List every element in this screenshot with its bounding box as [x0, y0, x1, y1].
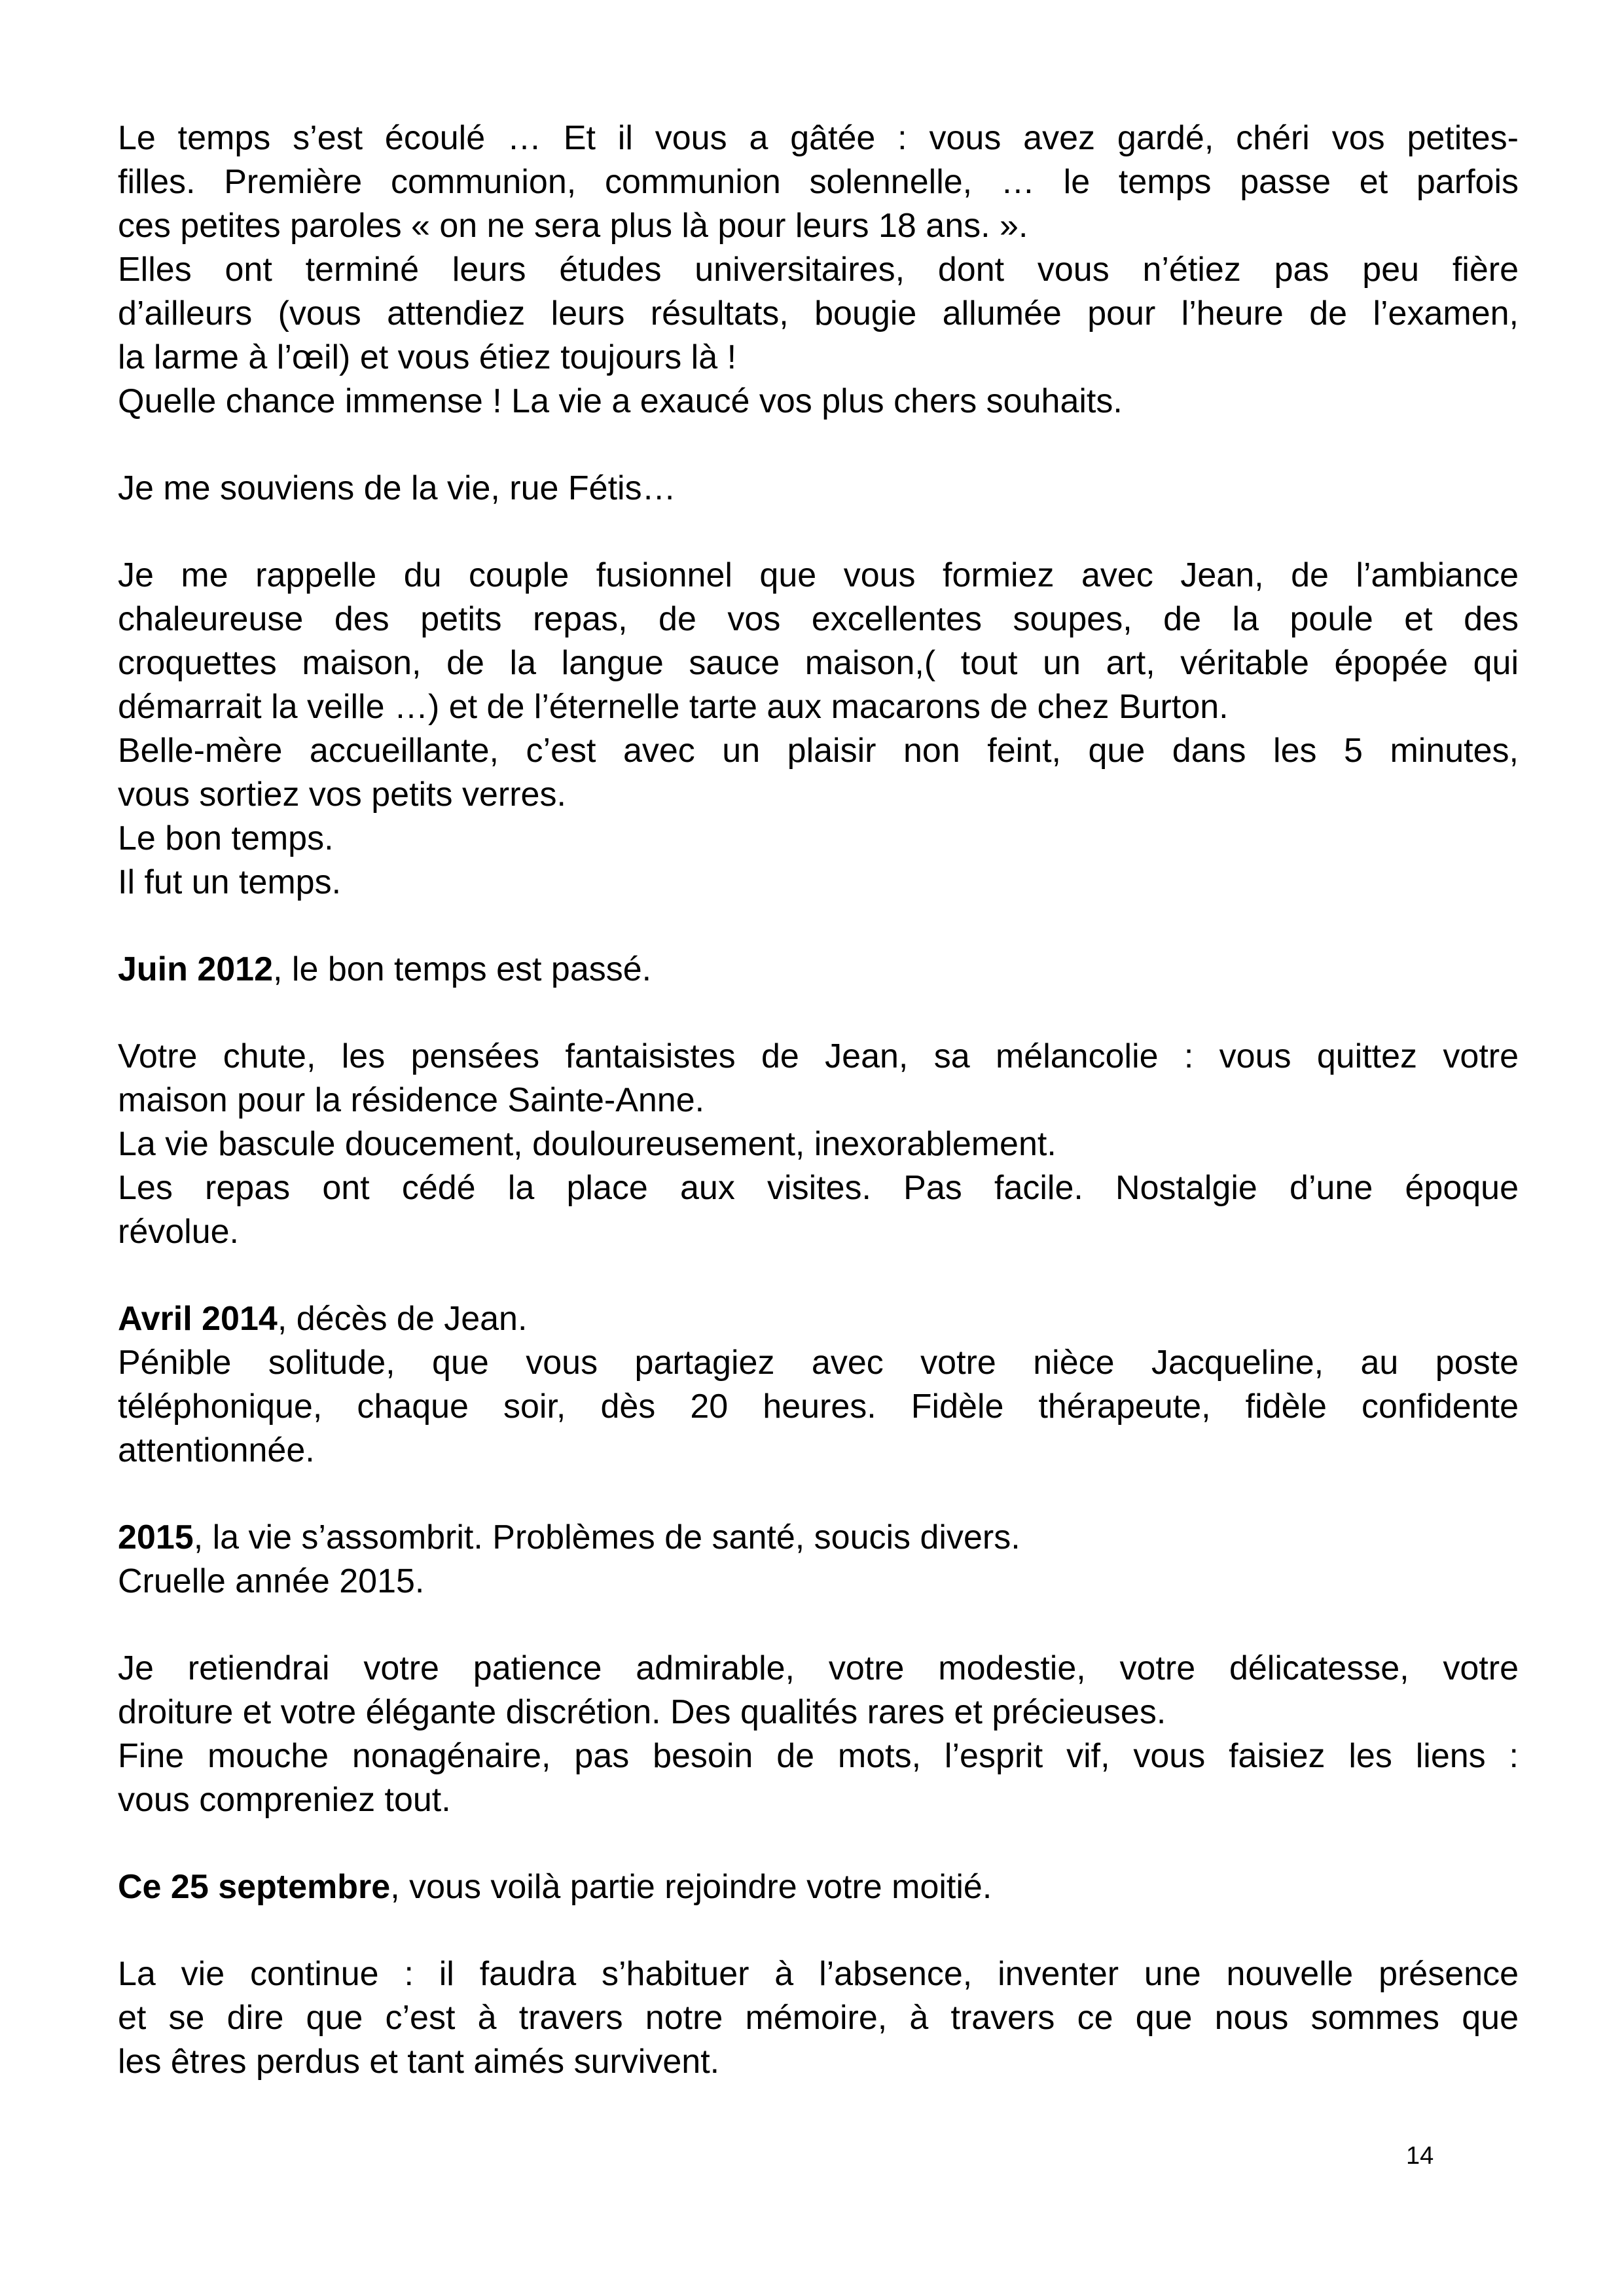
document-body [118, 117, 1519, 2127]
text-line [118, 1122, 1519, 1166]
paragraph [118, 1952, 1519, 2084]
text-line [118, 336, 1519, 380]
text-line [118, 467, 1519, 511]
text-content: attentionnée. [118, 1431, 315, 1469]
text-content: croquettes maison, de la langue sauce maison,( tout un art, véritable épopée qui [118, 644, 1519, 682]
page-number: 14 [1406, 2142, 1434, 2170]
text-line [118, 861, 1519, 905]
text-line [118, 1691, 1519, 1734]
date-heading: Juin 2012 [118, 950, 274, 988]
paragraph [118, 1035, 1519, 1254]
text-content: Je me souviens de la vie, rue Fétis… [118, 469, 676, 507]
text-line [118, 204, 1519, 248]
text-content: maison pour la résidence Sainte-Anne. [118, 1081, 705, 1119]
text-line [118, 1516, 1519, 1560]
date-heading: Avril 2014 [118, 1300, 278, 1338]
text-line [118, 1560, 1519, 1604]
text-content: La vie continue : il faudra s’habituer à l’absence, inventer une nouvelle présence [118, 1955, 1519, 1993]
date-heading: 2015 [118, 1518, 194, 1556]
text-content: Belle-mère accueillante, c’est avec un plaisir non feint, que dans les 5 minutes, [118, 732, 1519, 770]
text-content: Il fut un temps. [118, 863, 342, 901]
text-line [118, 292, 1519, 336]
text-line [118, 1297, 1519, 1341]
text-content: la larme à l’œil) et vous étiez toujours là ! [118, 338, 737, 376]
text-line [118, 380, 1519, 423]
text-content: Elles ont terminé leurs études universitaires, dont vous n’étiez pas peu fière [118, 251, 1519, 289]
text-line [118, 1647, 1519, 1691]
text-content: Je retiendrai votre patience admirable, votre modestie, votre délicatesse, votre [118, 1649, 1519, 1687]
text-line [118, 641, 1519, 685]
text-line [118, 1865, 1519, 1909]
text-content: filles. Première communion, communion solennelle, … le temps passe et parfois [118, 163, 1519, 201]
text-line [118, 1385, 1519, 1429]
text-content: chaleureuse des petits repas, de vos excellentes soupes, de la poule et des [118, 600, 1519, 638]
text-content: , la vie s’assombrit. Problèmes de santé, soucis divers. [193, 1518, 1020, 1556]
text-content: Quelle chance immense ! La vie a exaucé vos plus chers souhaits. [118, 382, 1123, 420]
date-heading: Ce 25 septembre [118, 1868, 391, 1906]
paragraph [118, 1297, 1519, 1473]
paragraph [118, 1647, 1519, 1822]
text-line [118, 948, 1519, 992]
text-line [118, 1035, 1519, 1079]
text-content: Pénible solitude, que vous partagiez avec votre nièce Jacqueline, au poste [118, 1344, 1519, 1382]
text-content: La vie bascule doucement, douloureusement, inexorablement. [118, 1125, 1056, 1163]
text-content: les êtres perdus et tant aimés survivent. [118, 2043, 720, 2081]
paragraph [118, 117, 1519, 423]
paragraph [118, 948, 1519, 992]
text-line [118, 1429, 1519, 1473]
paragraph [118, 554, 1519, 905]
paragraph [118, 467, 1519, 511]
text-content: droiture et votre élégante discrétion. Des qualités rares et précieuses. [118, 1693, 1166, 1731]
paragraph [118, 1516, 1519, 1604]
text-content: et se dire que c’est à travers notre mémoire, à travers ce que nous sommes que [118, 1999, 1519, 2037]
text-line [118, 248, 1519, 292]
text-content: révolue. [118, 1213, 239, 1251]
text-line [118, 1079, 1519, 1122]
text-content: ces petites paroles « on ne sera plus là pour leurs 18 ans. ». [118, 207, 1028, 245]
text-line [118, 160, 1519, 204]
text-content: d’ailleurs (vous attendiez leurs résultats, bougie allumée pour l’heure de l’examen, [118, 295, 1519, 332]
text-line [118, 1996, 1519, 2040]
text-line [118, 1210, 1519, 1254]
text-line [118, 1166, 1519, 1210]
text-content: Votre chute, les pensées fantaisistes de Jean, sa mélancolie : vous quittez votre [118, 1037, 1519, 1075]
text-content: Cruelle année 2015. [118, 1562, 425, 1600]
text-content: , décès de Jean. [277, 1300, 528, 1338]
text-line [118, 729, 1519, 773]
text-line [118, 817, 1519, 861]
text-content: Fine mouche nonagénaire, pas besoin de mots, l’esprit vif, vous faisiez les liens : [118, 1737, 1519, 1775]
text-line [118, 117, 1519, 160]
text-line [118, 773, 1519, 817]
text-content: Les repas ont cédé la place aux visites. Pas facile. Nostalgie d’une époque [118, 1169, 1519, 1207]
text-content: , le bon temps est passé. [273, 950, 652, 988]
text-content: Le bon temps. [118, 819, 334, 857]
text-content: , vous voilà partie rejoindre votre moitié. [390, 1868, 992, 1906]
text-line [118, 598, 1519, 641]
paragraph [118, 1865, 1519, 1909]
text-line [118, 1952, 1519, 1996]
text-content: Je me rappelle du couple fusionnel que vous formiez avec Jean, de l’ambiance [118, 556, 1519, 594]
text-content: vous sortiez vos petits verres. [118, 776, 566, 814]
text-line [118, 2040, 1519, 2084]
text-line [118, 554, 1519, 598]
text-line [118, 1341, 1519, 1385]
text-content: Le temps s’est écoulé … Et il vous a gâtée : vous avez gardé, chéri vos petites- [118, 119, 1519, 157]
text-line [118, 685, 1519, 729]
text-line [118, 1734, 1519, 1778]
text-content: vous compreniez tout. [118, 1781, 451, 1819]
text-content: téléphonique, chaque soir, dès 20 heures. Fidèle thérapeute, fidèle confidente [118, 1388, 1519, 1426]
text-content: démarrait la veille …) et de l’éternelle tarte aux macarons de chez Burton. [118, 688, 1229, 726]
text-line [118, 1778, 1519, 1822]
